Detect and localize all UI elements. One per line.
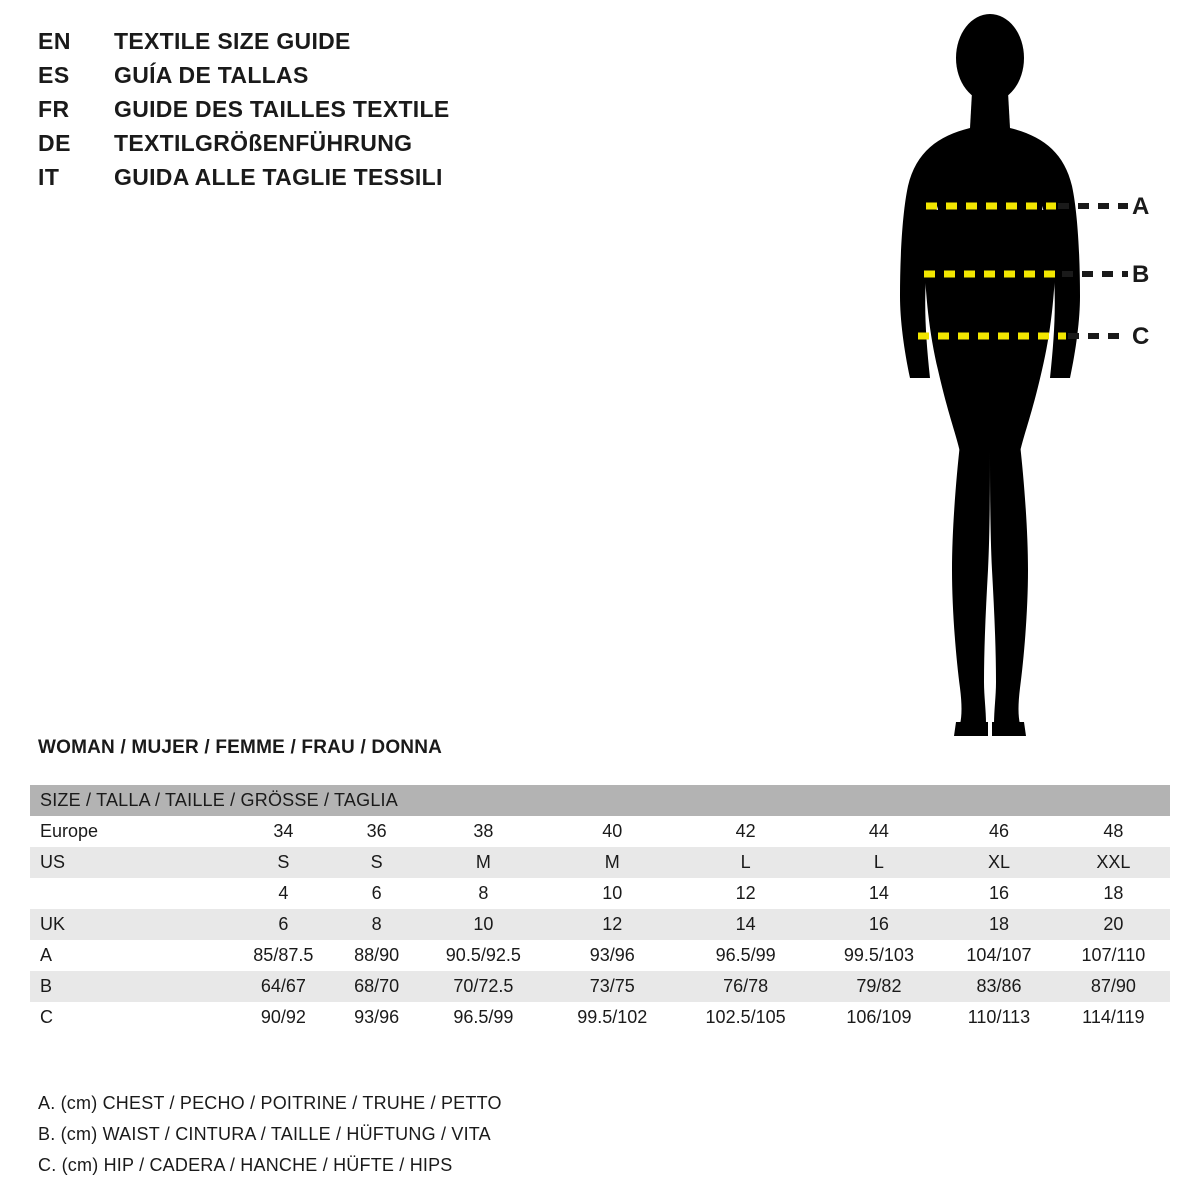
- table-row: [30, 878, 1170, 909]
- cell: 16: [868, 914, 889, 934]
- table-row: [30, 909, 1170, 940]
- cell: L: [873, 852, 884, 872]
- table-row: [30, 940, 1170, 971]
- title-row: [38, 62, 598, 96]
- marker-label-b: B: [1132, 261, 1150, 288]
- cell: 70/72.5: [453, 976, 514, 996]
- table-header-row: [30, 785, 1170, 816]
- cell: 44: [868, 821, 889, 841]
- cell: 68/70: [354, 976, 400, 996]
- row-label-us: US: [40, 852, 66, 872]
- row-label-us-numeric: [30, 878, 230, 909]
- title-row: [38, 96, 598, 130]
- cell: 90.5/92.5: [445, 945, 521, 965]
- measurement-legend: [38, 1088, 738, 1181]
- row-label-europe: Europe: [40, 821, 99, 841]
- title-text-fr: GUIDE DES TAILLES TEXTILE: [114, 96, 450, 122]
- table-row: [30, 971, 1170, 1002]
- row-label-a: A: [40, 945, 53, 965]
- cell: 106/109: [846, 1007, 912, 1027]
- cell: 14: [868, 883, 889, 903]
- title-text-de: TEXTILGRÖßENFÜHRUNG: [114, 130, 413, 156]
- cell: S: [277, 852, 290, 872]
- cell: 12: [602, 914, 623, 934]
- cell: 96.5/99: [453, 1007, 514, 1027]
- cell: 4: [278, 883, 289, 903]
- cell: 107/110: [1081, 945, 1146, 965]
- language-code-fr: FR: [38, 96, 70, 122]
- cell: M: [604, 852, 620, 872]
- cell: 10: [473, 914, 494, 934]
- table-header-label: SIZE / TALLA / TAILLE / GRÖSSE / TAGLIA: [40, 790, 398, 810]
- cell: 40: [602, 821, 623, 841]
- cell: 12: [735, 883, 756, 903]
- cell: 38: [473, 821, 494, 841]
- cell: 93/96: [354, 1007, 400, 1027]
- language-code-en: EN: [38, 28, 71, 54]
- marker-label-a: A: [1132, 193, 1150, 220]
- cell: 18: [1103, 883, 1124, 903]
- table-row: [30, 816, 1170, 847]
- language-code-it: IT: [38, 164, 60, 190]
- cell: 76/78: [723, 976, 769, 996]
- measurement-figure: [860, 10, 1190, 750]
- cell: M: [475, 852, 491, 872]
- title-text-en: TEXTILE SIZE GUIDE: [114, 28, 351, 54]
- title-row: [38, 28, 598, 62]
- row-label-b: B: [40, 976, 53, 996]
- title-text-es: GUÍA DE TALLAS: [114, 62, 309, 88]
- cell: 87/90: [1090, 976, 1136, 996]
- table-row: [30, 847, 1170, 878]
- cell: L: [740, 852, 751, 872]
- footnote-a: A. (cm) CHEST / PECHO / POITRINE / TRUHE / PETTO: [38, 1093, 502, 1113]
- cell: 104/107: [966, 945, 1032, 965]
- cell: 48: [1103, 821, 1124, 841]
- cell: 73/75: [589, 976, 635, 996]
- cell: 99.5/103: [843, 945, 914, 965]
- cell: 46: [988, 821, 1009, 841]
- cell: S: [370, 852, 383, 872]
- cell: 6: [278, 914, 289, 934]
- cell: 102.5/105: [705, 1007, 786, 1027]
- cell: 93/96: [589, 945, 635, 965]
- language-title-block: [38, 28, 598, 198]
- cell: 110/113: [967, 1007, 1031, 1027]
- cell: 34: [273, 821, 294, 841]
- row-label-c: C: [40, 1007, 53, 1027]
- cell: XXL: [1096, 852, 1131, 872]
- cell: 79/82: [856, 976, 902, 996]
- cell: 20: [1103, 914, 1124, 934]
- cell: XL: [987, 852, 1010, 872]
- cell: 114/119: [1082, 1007, 1145, 1027]
- cell: 42: [735, 821, 756, 841]
- language-code-de: DE: [38, 130, 71, 156]
- cell: 18: [988, 914, 1009, 934]
- title-row: [38, 164, 598, 198]
- cell: 88/90: [354, 945, 400, 965]
- table-row: [30, 1002, 1170, 1033]
- cell: 96.5/99: [715, 945, 776, 965]
- language-code-es: ES: [38, 62, 70, 88]
- cell: 16: [988, 883, 1009, 903]
- title-text-it: GUIDA ALLE TAGLIE TESSILI: [114, 164, 443, 190]
- cell: 90/92: [260, 1007, 306, 1027]
- cell: 36: [366, 821, 387, 841]
- marker-label-c: C: [1132, 323, 1150, 350]
- footnote-b: B. (cm) WAIST / CINTURA / TAILLE / HÜFTUNG / VITA: [38, 1124, 491, 1144]
- cell: 99.5/102: [577, 1007, 648, 1027]
- cell: 6: [371, 883, 382, 903]
- cell: 64/67: [260, 976, 306, 996]
- size-table: [30, 785, 1170, 1033]
- cell: 10: [602, 883, 623, 903]
- row-label-uk: UK: [40, 914, 66, 934]
- cell: 8: [371, 914, 382, 934]
- cell: 83/86: [976, 976, 1022, 996]
- cell: 14: [735, 914, 756, 934]
- footnote-c: C. (cm) HIP / CADERA / HANCHE / HÜFTE / HIPS: [38, 1155, 453, 1175]
- title-row: [38, 130, 598, 164]
- cell: 8: [478, 883, 489, 903]
- cell: 85/87.5: [253, 945, 314, 965]
- female-silhouette-icon: [860, 10, 1190, 750]
- gender-heading: WOMAN / MUJER / FEMME / FRAU / DONNA: [38, 737, 443, 758]
